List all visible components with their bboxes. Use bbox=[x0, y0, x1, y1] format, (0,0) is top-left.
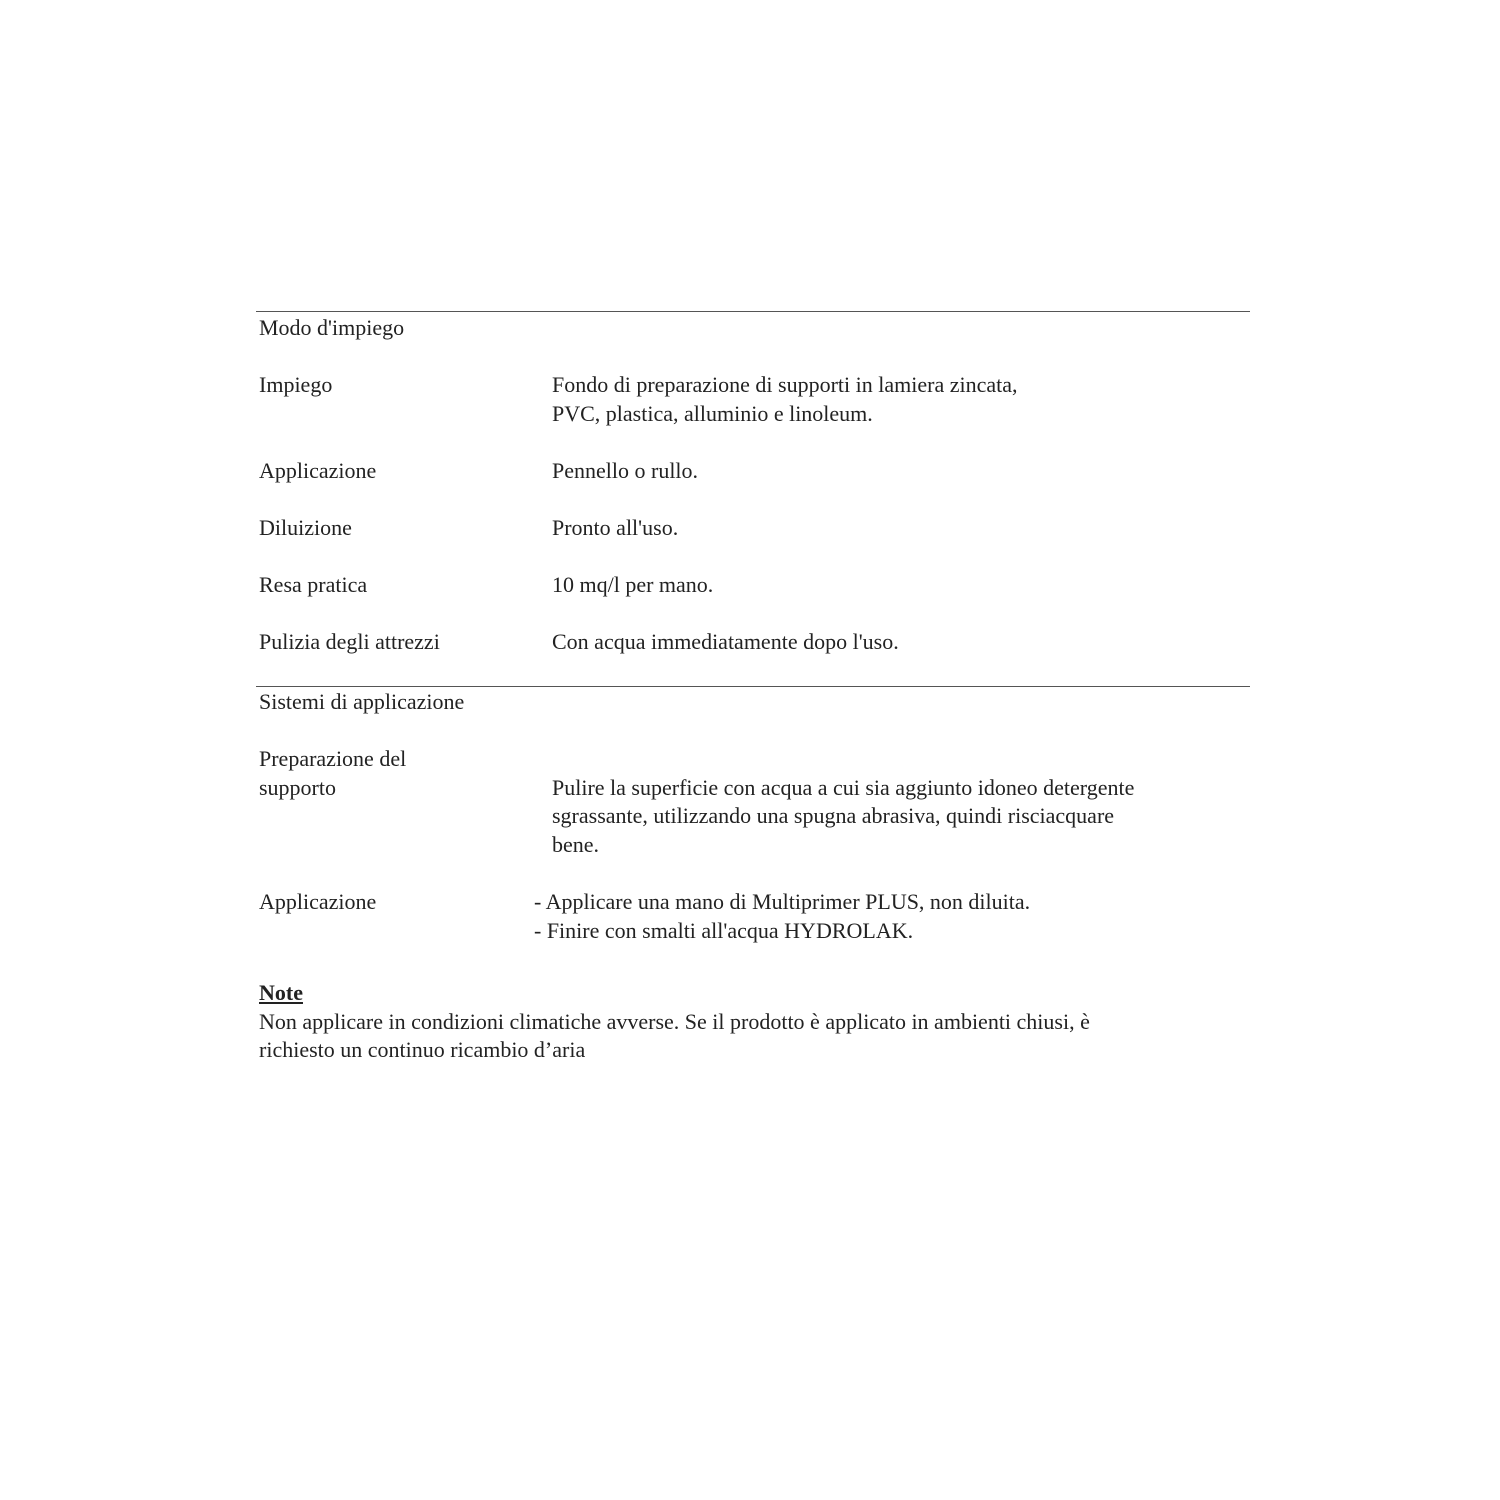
note-text-line1: Non applicare in condizioni climatiche avverse. Se il prodotto è applicato in ambienti chiusi, è bbox=[259, 1008, 1090, 1034]
section-divider-middle bbox=[256, 686, 1250, 687]
row-value-preparazione-line1: Pulire la superficie con acqua a cui sia aggiunto idoneo detergente bbox=[552, 774, 1135, 800]
step-item-2: - Finire con smalti all'acqua HYDROLAK. bbox=[534, 917, 914, 943]
row-value-applicazione: Pennello o rullo. bbox=[552, 458, 699, 483]
row-value-pulizia: Con acqua immediatamente dopo l'uso. bbox=[552, 629, 899, 654]
row-label-applicazione: Applicazione bbox=[259, 458, 377, 483]
row-label-preparazione-line2: supporto bbox=[259, 774, 336, 800]
note-title: Note bbox=[259, 980, 303, 1005]
row-value-resa: 10 mq/l per mano. bbox=[552, 572, 714, 597]
section-heading-modo: Modo d'impiego bbox=[259, 315, 405, 340]
row-label-pulizia: Pulizia degli attrezzi bbox=[259, 629, 440, 654]
row-value-preparazione-line3: bene. bbox=[552, 831, 600, 857]
section-heading-sistemi: Sistemi di applicazione bbox=[259, 689, 465, 714]
row-value-preparazione-line2: sgrassante, utilizzando una spugna abrasiva, quindi risciacquare bbox=[552, 803, 1115, 828]
row-label-diluizione: Diluizione bbox=[259, 515, 352, 540]
row-value-diluizione: Pronto all'uso. bbox=[552, 515, 679, 540]
row-label-preparazione-line1: Preparazione del bbox=[259, 746, 407, 771]
row-label-sistemi-applicazione: Applicazione bbox=[259, 889, 377, 914]
step-item-1: - Applicare una mano di Multiprimer PLUS, non diluita. bbox=[534, 889, 1031, 914]
row-value-impiego-line1: Fondo di preparazione di supporti in lamiera zincata, bbox=[552, 372, 1018, 397]
row-label-resa: Resa pratica bbox=[259, 572, 368, 597]
row-label-impiego: Impiego bbox=[259, 372, 333, 397]
note-text-line2: richiesto un continuo ricambio d’aria bbox=[259, 1037, 586, 1062]
row-value-impiego-line2: PVC, plastica, alluminio e linoleum. bbox=[552, 400, 873, 426]
section-divider-top bbox=[256, 311, 1250, 312]
